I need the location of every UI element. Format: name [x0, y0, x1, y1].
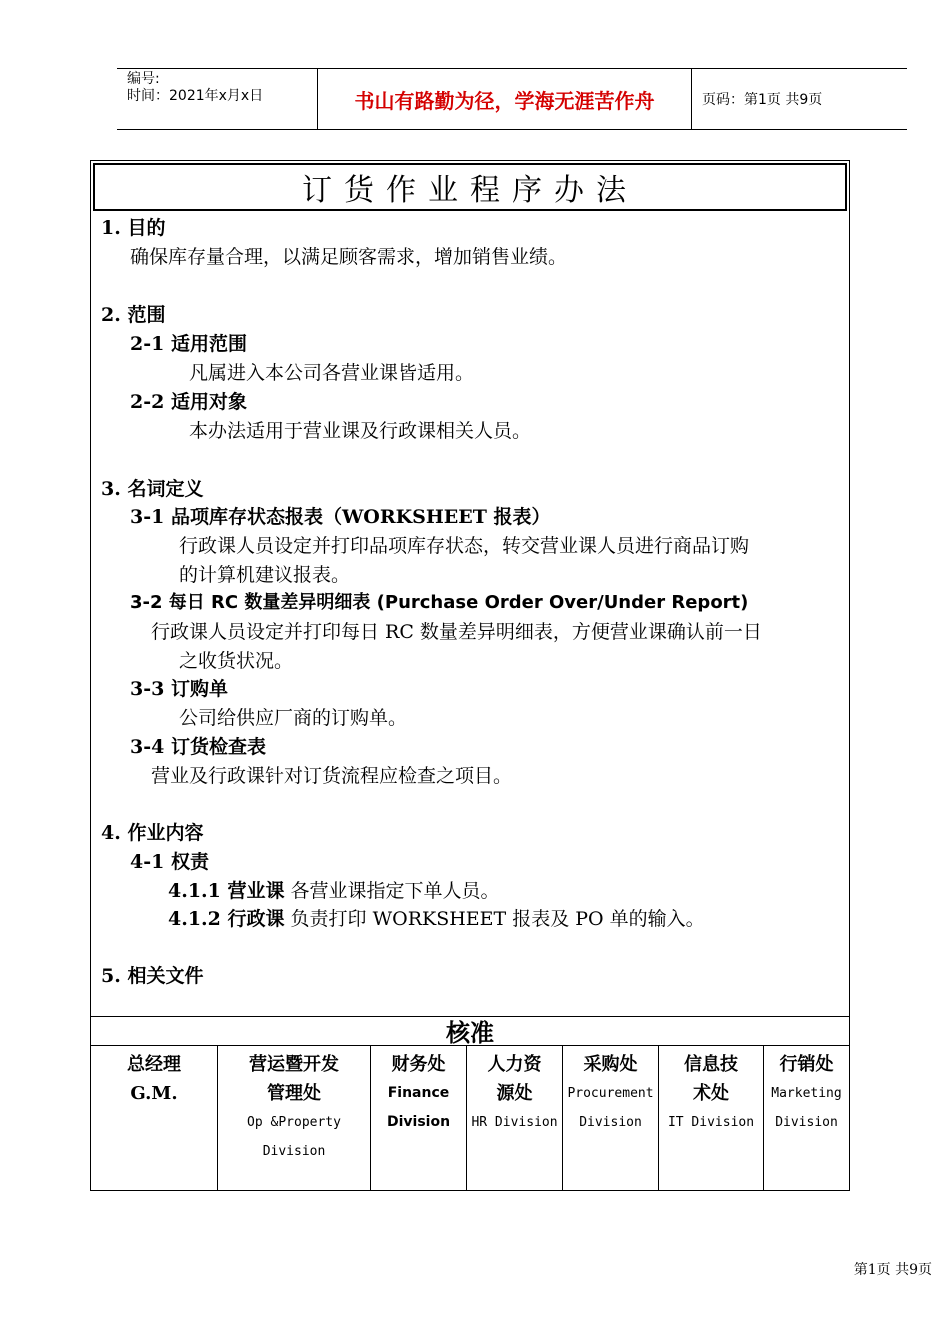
approval-col-english-1: Procurement — [567, 1086, 654, 1101]
approval-col-label-1: 行销处 — [779, 1054, 834, 1075]
approval-col-procurement — [563, 1046, 659, 1191]
section-3-2-title: 3-2 每日 RC 数量差异明细表 (Purchase Order Over/Under Report) — [130, 592, 749, 613]
approval-col-label-2: 源处 — [496, 1083, 533, 1104]
section-2-1-title: 2-1 适用范围 — [130, 333, 247, 355]
section-3-4-title: 3-4 订货检查表 — [130, 736, 266, 758]
approval-col-english-1: Op &Property — [247, 1115, 341, 1130]
section-2-1-body: 凡属进入本公司各营业课皆适用。 — [189, 362, 475, 384]
approval-table — [91, 1045, 849, 1191]
document-title: 订货作业程序办法 — [93, 163, 847, 211]
approval-col-english-2: Division — [262, 1144, 326, 1159]
approval-col-english-2: Division — [775, 1115, 838, 1130]
section-1-body: 确保库存量合理，以满足顾客需求，增加销售业绩。 — [130, 246, 568, 268]
approval-title: 核准 — [446, 1018, 494, 1047]
page-header — [117, 68, 907, 130]
section-1-title: 1. 目的 — [101, 217, 166, 239]
approval-col-label-1: 财务处 — [391, 1054, 446, 1075]
section-2-2-title: 2-2 适用对象 — [130, 391, 247, 413]
document-frame — [90, 160, 850, 1191]
section-4-1-1-label: 4.1.1 营业课 — [168, 880, 285, 902]
section-4-1-title: 4-1 权责 — [130, 851, 209, 873]
approval-col-label-1: 营运暨开发 — [249, 1054, 339, 1075]
section-3-2-body-line-2: 之收货状况。 — [179, 650, 294, 672]
approval-col-hr — [467, 1046, 563, 1191]
approval-col-english-1: HR Division — [471, 1115, 558, 1130]
time-label: 时间：2021年x月x日 — [127, 88, 264, 104]
approval-col-english-2: Division — [386, 1114, 451, 1130]
section-4-1-1-text: 各营业课指定下单人员。 — [284, 880, 500, 902]
approval-col-label-2: 术处 — [693, 1083, 729, 1104]
header-meta — [117, 69, 318, 129]
approval-col-finance — [371, 1046, 467, 1191]
approval-col-english-1: Marketing — [771, 1086, 842, 1101]
section-3-title: 3. 名词定义 — [101, 478, 204, 500]
approval-col-it — [659, 1046, 764, 1191]
section-3-3-title: 3-3 订购单 — [130, 678, 228, 700]
approval-col-english-1: IT Division — [667, 1115, 755, 1130]
section-2-2-body: 本办法适用于营业课及行政课相关人员。 — [189, 420, 532, 442]
section-3-3-body: 公司给供应厂商的订购单。 — [179, 707, 408, 729]
section-3-2-body-line-1: 行政课人员设定并打印每日 RC 数量差异明细表，方便营业课确认前一日 — [151, 621, 762, 643]
section-4-title: 4. 作业内容 — [101, 822, 204, 844]
number-label: 编号: — [127, 71, 160, 87]
approval-col-label-1: 人力资 — [487, 1054, 542, 1075]
section-3-1-body-line-2: 的计算机建议报表。 — [179, 564, 351, 586]
section-3-1-body-line-1: 行政课人员设定并打印品项库存状态，转交营业课人员进行商品订购 — [179, 535, 750, 557]
section-2-title: 2. 范围 — [101, 304, 166, 326]
section-4-1-1 — [168, 876, 500, 903]
approval-col-label-1: 总经理 — [127, 1054, 181, 1075]
section-4-1-2-text: 负责打印 WORKSHEET 报表及 PO 单的输入。 — [284, 908, 705, 930]
approval-col-marketing — [764, 1046, 849, 1191]
approval-col-label-1: 采购处 — [583, 1054, 638, 1075]
header-page-info: 页码：第1页 共9页 — [702, 92, 823, 108]
approval-col-english-1: Finance — [387, 1085, 450, 1101]
approval-col-gm — [91, 1046, 218, 1191]
page-footer: 第1页 共9页 — [853, 1262, 932, 1278]
header-motto: 书山有路勤为径，学海无涯苦作舟 — [318, 69, 692, 129]
approval-col-label-2: G.M. — [130, 1083, 178, 1104]
section-4-1-2-label: 4.1.2 行政课 — [168, 908, 285, 930]
section-3-4-body: 营业及行政课针对订货流程应检查之项目。 — [151, 765, 513, 787]
approval-col-op-property — [218, 1046, 371, 1191]
approval-col-label-2: 管理处 — [267, 1083, 321, 1104]
section-5-title: 5. 相关文件 — [101, 965, 204, 987]
approval-col-label-1: 信息技 — [684, 1054, 738, 1075]
section-4-1-2 — [168, 904, 705, 931]
approval-col-english-2: Division — [579, 1115, 642, 1130]
section-3-1-title: 3-1 品项库存状态报表（WORKSHEET 报表） — [130, 506, 551, 528]
